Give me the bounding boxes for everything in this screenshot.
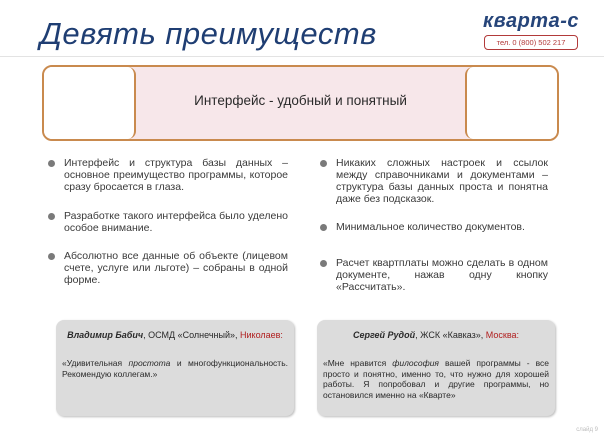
quote-text: «Мне нравится: [323, 358, 393, 368]
testimonial-card: [56, 320, 294, 416]
page-number: слайд 9: [576, 427, 598, 433]
bullet-text: Никаких сложных настроек и ссылок между справочниками и документами – структура базы данных проста и понятна даже без подсказок.: [336, 157, 548, 205]
bullet-item: [48, 250, 288, 286]
banner-text: Интерфейс - удобный и понятный: [194, 93, 407, 108]
bullet-dot-icon: [48, 160, 55, 167]
testimonial-card: [317, 320, 555, 416]
bullet-item: [48, 157, 288, 193]
bullet-item: [320, 157, 548, 205]
bullet-dot-icon: [48, 213, 55, 220]
quote-emphasis: простота: [128, 358, 171, 368]
author-city: Москва:: [485, 330, 520, 340]
logo-name: кварта-с: [483, 10, 579, 32]
quote-text: «Удивительная: [62, 358, 129, 368]
author-org: , ОСМД «Солнечный»,: [143, 330, 240, 340]
logo-phone: тел. 0 (800) 502 217: [484, 35, 578, 50]
bullet-text: Интерфейс и структура базы данных – основное преимущество программы, которое сразу бросается в глаза.: [64, 157, 288, 193]
bullet-dot-icon: [48, 253, 55, 260]
testimonial-author: [56, 330, 294, 341]
headline-banner: [42, 65, 559, 141]
bullet-item: [48, 210, 288, 234]
quote-text: и многофункциональность. Рекомендую коллегам.»: [62, 358, 288, 379]
bullet-text: Расчет квартплаты можно сделать в одном документе, нажав одну кнопку «Рассчитать».: [336, 257, 548, 293]
bullet-dot-icon: [320, 160, 327, 167]
bullet-dot-icon: [320, 260, 327, 267]
testimonial-author: [317, 330, 555, 341]
author-name: Владимир Бабич: [67, 330, 144, 340]
bullet-dot-icon: [320, 224, 327, 231]
author-name: Сергей Рудой: [352, 330, 416, 340]
right-bullet-list: [320, 157, 548, 293]
bullet-text: Разработке такого интерфейса было уделено особое внимание.: [64, 210, 288, 234]
bullet-text: Минимальное количество документов.: [336, 221, 525, 233]
author-org: , ЖСК «Кавказ»,: [415, 330, 486, 340]
testimonial-quote: [62, 358, 288, 379]
bullet-item: [320, 257, 548, 293]
bullet-text: Абсолютно все данные об объекте (лицевом счете, услуге или льготе) – собраны в одной форме.: [64, 250, 288, 286]
bullet-item: [320, 221, 548, 233]
left-bullet-list: [48, 157, 288, 286]
company-logo: [476, 10, 586, 50]
header-divider: [0, 56, 604, 57]
quote-emphasis: философия: [392, 358, 439, 368]
slide-title: Девять преимуществ: [40, 16, 377, 51]
testimonial-quote: [323, 358, 549, 400]
quote-text: вашей программы - все просто и понятно, именно то, что нужно для хорошей работы. Я попробовал и другие программы, но остановился именно на «Кварте»: [323, 358, 549, 400]
author-city: Николаев:: [240, 330, 283, 340]
